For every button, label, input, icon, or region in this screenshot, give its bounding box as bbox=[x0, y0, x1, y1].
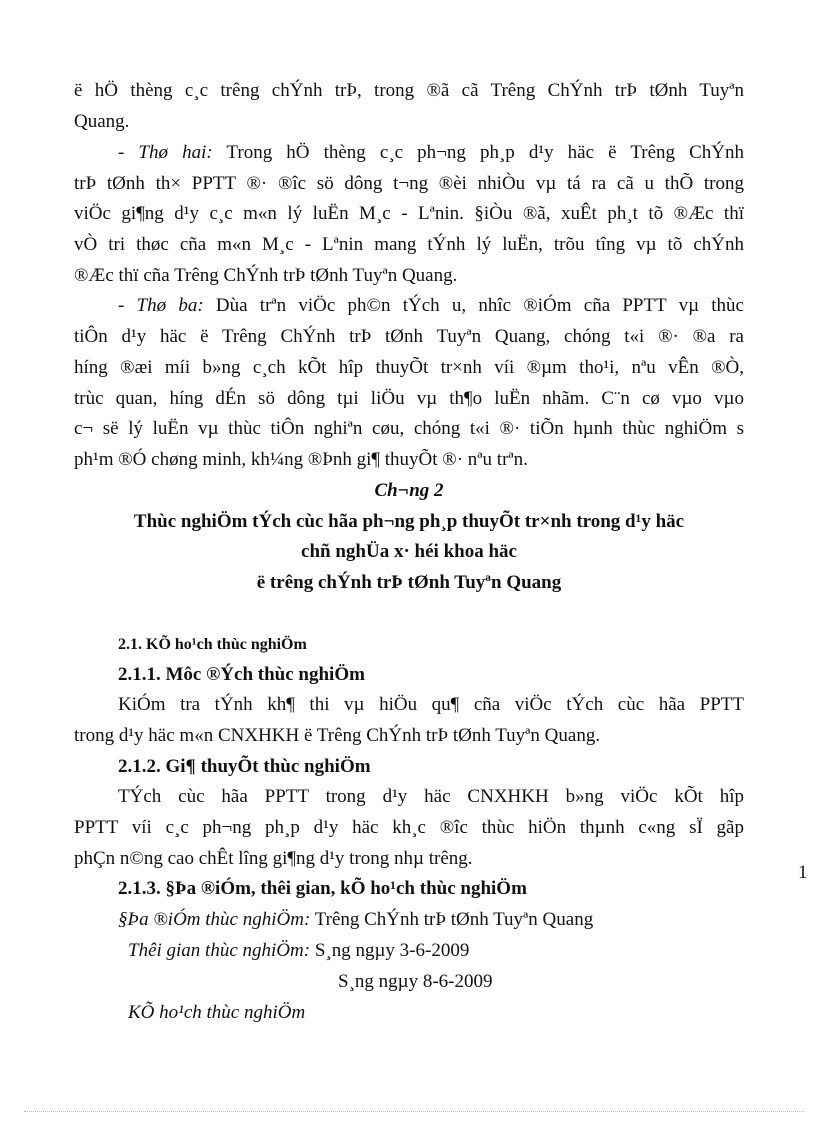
section-2-1-1-line1: KiÓm tra tÝnh kh¶ thi vµ hiÖu qu¶ cña viÖc tÝch cùc hãa PPTT bbox=[118, 694, 744, 715]
section-2-1-1-heading: 2.1.1. Môc ®Ých thùc nghiÖm bbox=[118, 664, 365, 685]
experiment-place bbox=[118, 905, 744, 935]
page-number: 1 bbox=[798, 862, 808, 883]
section-2-1-2-line1: TÝch cùc hãa PPTT trong d¹y häc CNXHKH b»ng viÖc kÕt hîp bbox=[118, 786, 744, 807]
section-2-1-1-line2: trong d¹y häc m«n CNXHKH ë Trêng ChÝnh trÞ tØnh Tuyªn Quang. bbox=[74, 725, 601, 746]
experiment-time-value2: S¸ng ngµy 8-6-2009 bbox=[338, 971, 493, 992]
chapter-title-line1: Thùc nghiÖm tÝch cùc hãa ph¬ng ph¸p thuyÕt tr×nh trong d¹y häc bbox=[133, 511, 685, 532]
para2-line4: vÒ tri thøc cña m«n M¸c - Lªnin mang tÝnh lý luËn, trõu tîng vµ tõ chÝnh bbox=[74, 234, 744, 255]
para2-line1-text: Trong hÖ thèng c¸c ph¬ng ph¸p d¹y häc ë Trêng ChÝnh bbox=[212, 142, 745, 163]
para2-label: - Thø hai: bbox=[118, 142, 213, 163]
section-2-1-3-heading: 2.1.3. §Þa ®iÓm, thêi gian, kÕ ho¹ch thùc nghiÖm bbox=[118, 878, 527, 899]
para1-line1: ë hÖ thèng c¸c trêng chÝnh trÞ, trong ®ã cã Trêng ChÝnh trÞ tØnh Tuyªn bbox=[74, 80, 744, 101]
para3-line3: híng ®æi míi b»ng c¸ch kÕt hîp thuyÕt tr×nh víi ®µm tho¹i, nªu vÊn ®Ò, bbox=[74, 357, 744, 378]
section-2-1-2-line2: PPTT víi c¸c ph¬ng ph¸p d¹y häc kh¸c ®îc thùc hiÖn thµnh c«ng sÏ gãp bbox=[74, 817, 744, 838]
para3-line1 bbox=[118, 291, 744, 321]
para2-line5: ®Æc thï cña Trêng ChÝnh trÞ tØnh Tuyªn Quang. bbox=[74, 265, 458, 286]
para3-label: - Thø ba: bbox=[118, 295, 204, 316]
para1-line2: Quang. bbox=[74, 111, 130, 132]
experiment-time bbox=[128, 936, 744, 966]
chapter-label: Ch¬ng 2 bbox=[374, 480, 444, 501]
page-bottom-divider bbox=[24, 1111, 804, 1112]
section-2-1-2-heading: 2.1.2. Gi¶ thuyÕt thùc nghiÖm bbox=[118, 756, 371, 777]
para3-line1-text: Dùa trªn viÖc ph©n tÝch u, nhîc ®iÓm cña PPTT vµ thùc bbox=[203, 295, 744, 316]
para3-line5: c¬ së lý luËn vµ thùc tiÔn nghiªn cøu, chóng t«i ®· tiÕn hµnh thùc nghiÖm s bbox=[74, 418, 744, 439]
para2-line1 bbox=[118, 138, 744, 168]
para3-line4: trùc quan, híng dÉn sö dông tµi liÖu vµ th¶o luËn nhãm. C¨n cø vµo vµo bbox=[74, 388, 744, 409]
experiment-time-value1: S¸ng ngµy 3-6-2009 bbox=[310, 940, 470, 961]
section-2-1-heading: 2.1. KÕ ho¹ch thùc nghiÖm bbox=[118, 636, 307, 653]
experiment-place-label: §Þa ®iÓm thùc nghiÖm: bbox=[118, 909, 311, 930]
experiment-plan-label: KÕ ho¹ch thùc nghiÖm bbox=[128, 1002, 306, 1023]
chapter-title-line2: chñ nghÜa x· héi khoa häc bbox=[301, 541, 517, 562]
para2-line2: trÞ tØnh th× PPTT ®· ®îc sö dông t¬ng ®èi nhiÒu vµ tá ra cã u thÕ trong bbox=[74, 173, 744, 194]
para3-line2: tiÔn d¹y häc ë Trêng ChÝnh trÞ tØnh Tuyªn Quang, chóng t«i ®· ®a ra bbox=[74, 326, 744, 347]
experiment-place-value: Trêng ChÝnh trÞ tØnh Tuyªn Quang bbox=[310, 909, 594, 930]
chapter-title-line3: ë trêng chÝnh trÞ tØnh Tuyªn Quang bbox=[256, 572, 562, 593]
para3-line6: ph¹m ®Ó chøng minh, kh¼ng ®Þnh gi¶ thuyÕt ®· nªu trªn. bbox=[74, 449, 528, 470]
section-2-1-2-line3: phÇn n©ng cao chÊt lîng gi¶ng d¹y trong nhµ trêng. bbox=[74, 848, 473, 869]
experiment-time-label: Thêi gian thùc nghiÖm: bbox=[128, 940, 311, 961]
para2-line3: viÖc gi¶ng d¹y c¸c m«n lý luËn M¸c - Lªnin. §iÒu ®ã, xuÊt ph¸t tõ ®Æc thï bbox=[74, 203, 744, 224]
